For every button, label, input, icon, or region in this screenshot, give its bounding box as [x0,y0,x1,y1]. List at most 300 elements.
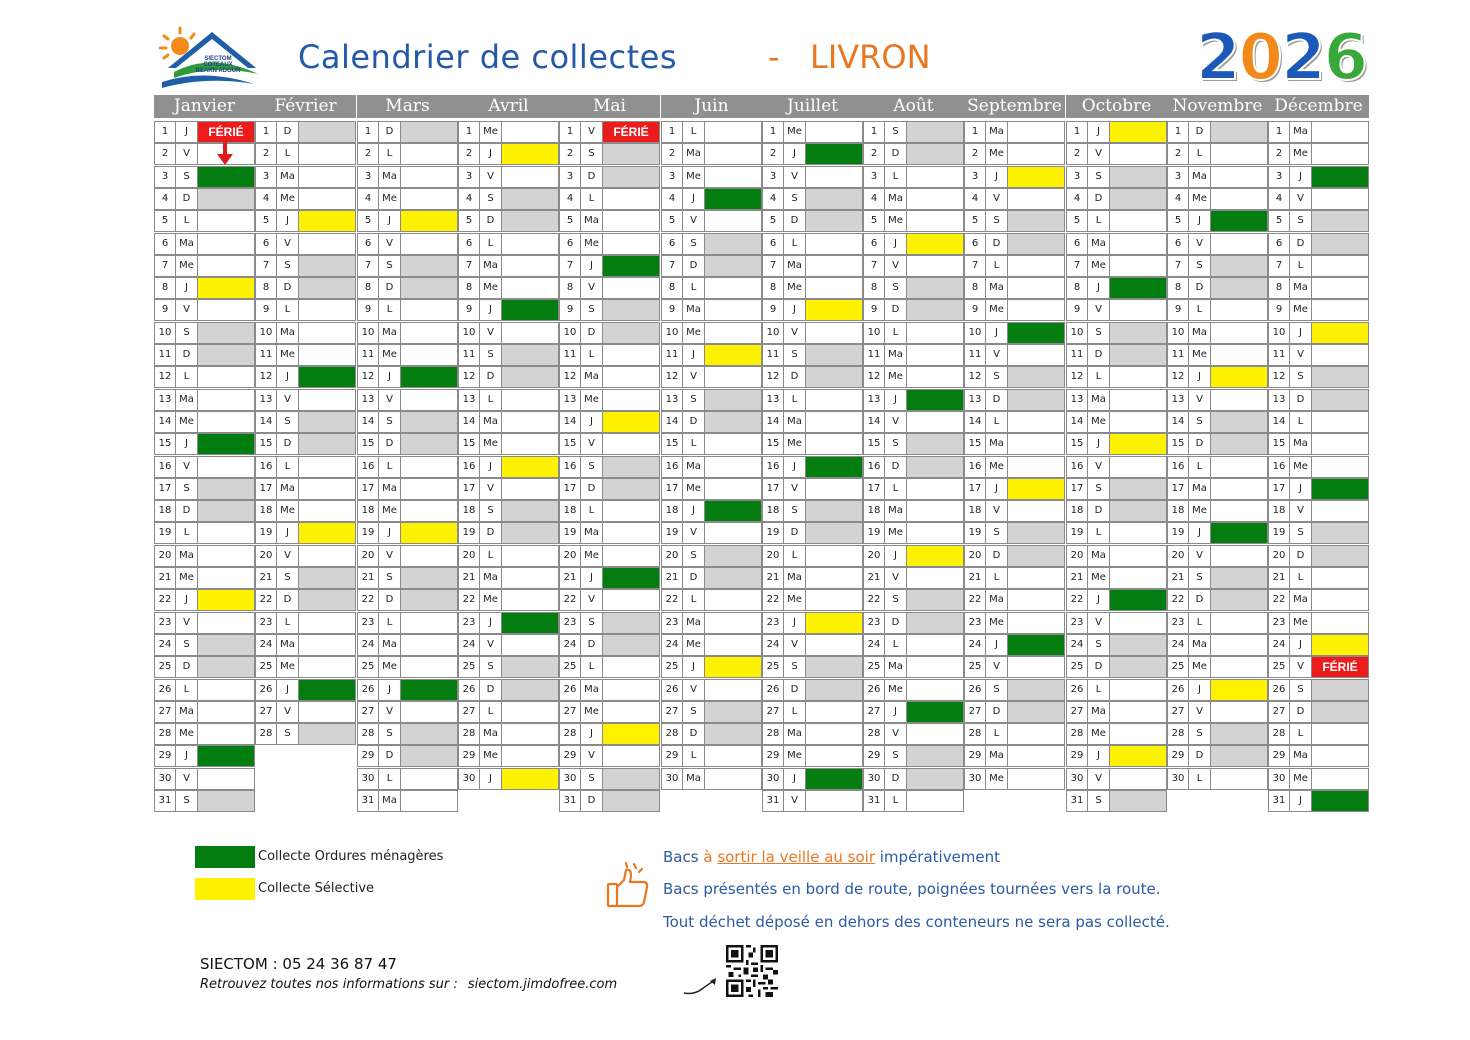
day-weekday: L [682,121,705,143]
day-row [762,478,863,500]
day-row [1167,143,1268,165]
day-row [1268,411,1369,433]
day-number: 14 [1268,411,1290,433]
day-row [1268,612,1369,634]
day-weekday: L [1188,456,1211,478]
day-row [863,322,964,344]
day-number: 29 [1268,745,1290,767]
day-weekday: Me [175,723,198,745]
day-number: 26 [1167,679,1189,701]
day-weekday: D [884,768,907,790]
day-number: 10 [1167,322,1189,344]
day-row [154,344,255,366]
day-slot [1109,411,1167,433]
day-number: 4 [762,188,784,210]
day-slot [400,612,458,634]
day-slot [1007,255,1065,277]
day-slot [805,790,863,812]
day-number: 5 [661,210,683,232]
day-number: 27 [1268,701,1290,723]
collecte-om-slot [1311,790,1369,812]
day-number: 28 [559,723,581,745]
day-slot [1109,522,1167,544]
weekend-slot [805,210,863,232]
day-weekday: Ma [276,322,299,344]
day-weekday: V [1188,545,1211,567]
collection-calendar [154,95,1370,817]
day-weekday: S [783,656,806,678]
day-number: 24 [255,634,277,656]
day-weekday: Me [783,277,806,299]
day-row [964,723,1065,745]
day-row [357,411,458,433]
day-row [255,634,356,656]
day-row [255,166,356,188]
day-number: 30 [1066,768,1088,790]
day-number: 2 [154,143,176,165]
day-weekday: Ma [1087,389,1110,411]
day-number: 27 [863,701,885,723]
day-row [458,679,559,701]
day-weekday: S [276,567,299,589]
day-number: 8 [255,277,277,299]
day-slot [1210,500,1268,522]
day-number: 15 [863,433,885,455]
day-row [458,166,559,188]
day-slot [501,478,559,500]
day-number: 15 [458,433,480,455]
day-number: 26 [1268,679,1290,701]
day-number: 30 [357,768,379,790]
day-number: 15 [1066,433,1088,455]
day-row [255,723,356,745]
day-row [964,433,1065,455]
day-row [863,723,964,745]
ferie-badge: FÉRIÉ [1311,656,1369,678]
day-number: 31 [154,790,176,812]
day-weekday: V [175,612,198,634]
day-row [1167,210,1268,232]
day-weekday: Me [783,121,806,143]
weekend-slot [1007,545,1065,567]
day-number: 10 [661,322,683,344]
day-row [1268,210,1369,232]
day-number: 26 [863,679,885,701]
collecte-om-slot [1007,634,1065,656]
day-number: 6 [154,233,176,255]
day-weekday: D [884,143,907,165]
collecte-selective-slot [1210,366,1268,388]
day-number: 26 [357,679,379,701]
day-weekday: J [682,500,705,522]
day-number: 17 [357,478,379,500]
day-slot [602,522,660,544]
day-row [255,656,356,678]
day-slot [602,745,660,767]
day-row [1268,701,1369,723]
day-weekday: D [783,679,806,701]
day-row [863,478,964,500]
day-row [1167,411,1268,433]
weekend-slot [602,143,660,165]
day-number: 8 [1167,277,1189,299]
day-number: 12 [964,366,986,388]
day-number: 15 [255,433,277,455]
day-weekday: Ma [479,411,502,433]
day-weekday: V [985,188,1008,210]
day-row [255,456,356,478]
day-number: 4 [154,188,176,210]
day-row [559,255,660,277]
day-row [661,745,762,767]
weekend-slot [298,589,356,611]
day-weekday: J [175,277,198,299]
day-weekday: D [580,634,603,656]
day-weekday: S [884,433,907,455]
day-weekday: S [682,701,705,723]
day-number: 29 [863,745,885,767]
day-weekday: Ma [1087,701,1110,723]
day-row [154,634,255,656]
day-weekday: L [682,589,705,611]
day-row [1066,589,1167,611]
day-weekday: J [479,768,502,790]
day-weekday: Ma [783,411,806,433]
day-weekday: J [175,589,198,611]
day-number: 31 [559,790,581,812]
weekend-slot [1210,567,1268,589]
day-weekday: J [479,612,502,634]
day-weekday: Me [1289,612,1312,634]
day-row [154,768,255,790]
day-slot [1109,768,1167,790]
collecte-selective-slot [1311,322,1369,344]
day-row [863,210,964,232]
day-number: 1 [357,121,379,143]
day-row [255,143,356,165]
day-number: 17 [1066,478,1088,500]
day-row [964,210,1065,232]
day-number: 18 [559,500,581,522]
day-number: 19 [559,522,581,544]
day-weekday: D [1188,589,1211,611]
month-header: Octobre [1066,95,1167,118]
day-slot [1007,344,1065,366]
day-weekday: D [175,656,198,678]
day-slot [197,456,255,478]
day-weekday: V [378,389,401,411]
weekend-slot [501,656,559,678]
day-number: 28 [863,723,885,745]
day-number: 11 [255,344,277,366]
day-row [863,456,964,478]
day-number: 27 [255,701,277,723]
day-row [255,344,356,366]
day-number: 16 [762,456,784,478]
day-number: 20 [458,545,480,567]
day-number: 9 [964,299,986,321]
day-number: 8 [964,277,986,299]
day-weekday: S [985,679,1008,701]
day-row [1167,634,1268,656]
day-row [154,277,255,299]
day-slot [197,299,255,321]
qr-code-icon[interactable] [726,945,778,997]
day-slot [197,679,255,701]
day-weekday: D [1087,500,1110,522]
day-slot [704,166,762,188]
day-weekday: V [580,433,603,455]
collecte-selective-slot [1109,121,1167,143]
day-number: 3 [255,166,277,188]
day-weekday: L [1188,143,1211,165]
day-row [357,745,458,767]
day-weekday: D [1289,545,1312,567]
collecte-om-slot [501,612,559,634]
day-slot [1109,299,1167,321]
day-number: 1 [762,121,784,143]
day-row [1268,433,1369,455]
day-weekday: V [479,322,502,344]
day-number: 2 [458,143,480,165]
day-row [863,143,964,165]
day-weekday: L [175,679,198,701]
day-row [762,634,863,656]
day-weekday: Me [884,679,907,701]
day-number: 29 [1167,745,1189,767]
day-weekday: D [479,522,502,544]
day-slot [906,166,964,188]
day-weekday: L [884,790,907,812]
day-row [255,567,356,589]
day-number: 28 [1167,723,1189,745]
day-number: 19 [255,522,277,544]
day-weekday: Ma [985,277,1008,299]
note-line-2: Bacs présentés en bord de route, poignées tournées vers la route. [663,880,1161,898]
day-weekday: D [985,233,1008,255]
day-weekday: J [175,433,198,455]
day-number: 4 [1167,188,1189,210]
weekend-slot [197,322,255,344]
day-number: 5 [1066,210,1088,232]
day-number: 1 [559,121,581,143]
day-number: 1 [964,121,986,143]
weekend-slot [906,299,964,321]
day-number: 10 [964,322,986,344]
weekend-slot [1007,522,1065,544]
month-header: Juin [661,95,762,118]
day-row [255,366,356,388]
weekend-slot [1311,522,1369,544]
collecte-selective-slot [906,545,964,567]
collecte-selective-slot [501,143,559,165]
info-url[interactable]: siectom.jimdofree.com [467,977,618,992]
day-row [559,745,660,767]
collecte-om-slot [1311,478,1369,500]
day-slot [1109,679,1167,701]
day-number: 29 [559,745,581,767]
day-weekday: V [682,679,705,701]
day-row [1066,121,1167,143]
day-number: 28 [1268,723,1290,745]
day-row [458,143,559,165]
day-weekday: Ma [580,210,603,232]
day-weekday: Me [479,589,502,611]
day-weekday: S [1087,790,1110,812]
weekend-slot [400,589,458,611]
day-number: 2 [964,143,986,165]
day-row [1167,433,1268,455]
day-weekday: L [783,545,806,567]
day-row [1268,567,1369,589]
day-number: 25 [1268,656,1290,678]
day-weekday: S [1188,567,1211,589]
day-weekday: V [1289,344,1312,366]
day-weekday: L [1289,411,1312,433]
weekend-slot [805,500,863,522]
day-weekday: S [1087,478,1110,500]
day-slot [400,389,458,411]
day-row [357,433,458,455]
day-row [964,366,1065,388]
day-number: 21 [458,567,480,589]
day-weekday: J [682,188,705,210]
weekend-slot [1210,723,1268,745]
day-weekday: L [580,188,603,210]
curved-arrow-icon [680,975,720,997]
day-weekday: V [1087,143,1110,165]
day-number: 20 [661,545,683,567]
weekend-slot [298,121,356,143]
day-row [1066,456,1167,478]
day-row [661,143,762,165]
day-row [1167,121,1268,143]
day-number: 13 [1066,389,1088,411]
day-slot [805,411,863,433]
day-weekday: S [175,166,198,188]
day-weekday: J [276,522,299,544]
weekend-slot [501,344,559,366]
day-weekday: S [783,188,806,210]
day-number: 17 [1167,478,1189,500]
day-row [559,723,660,745]
day-number: 18 [1066,500,1088,522]
day-number: 5 [964,210,986,232]
day-weekday: L [378,299,401,321]
day-row [1066,344,1167,366]
collecte-selective-slot [1007,166,1065,188]
day-row [661,589,762,611]
day-row [863,790,964,812]
day-slot [400,545,458,567]
day-weekday: Ma [479,567,502,589]
day-row [458,456,559,478]
day-weekday: V [175,143,198,165]
day-slot [197,366,255,388]
day-row [1066,656,1167,678]
weekend-slot [298,411,356,433]
day-slot [1311,188,1369,210]
day-weekday: V [175,456,198,478]
day-slot [805,389,863,411]
day-number: 14 [762,411,784,433]
day-row [762,389,863,411]
day-slot [400,478,458,500]
weekend-slot [298,723,356,745]
day-slot [906,723,964,745]
day-number: 25 [1167,656,1189,678]
day-row [458,255,559,277]
day-number: 31 [863,790,885,812]
day-weekday: L [884,478,907,500]
day-slot [805,634,863,656]
day-slot [400,299,458,321]
day-number: 27 [762,701,784,723]
day-number: 4 [458,188,480,210]
day-weekday: J [682,656,705,678]
day-row [863,701,964,723]
day-row [1066,389,1167,411]
day-row [762,255,863,277]
weekend-slot [1210,121,1268,143]
day-slot [1210,612,1268,634]
day-slot [501,389,559,411]
day-number: 4 [863,188,885,210]
day-row [1167,389,1268,411]
weekend-slot [805,344,863,366]
day-number: 30 [661,768,683,790]
day-slot [1109,233,1167,255]
day-slot [197,768,255,790]
day-slot [805,322,863,344]
day-number: 6 [964,233,986,255]
day-number: 30 [762,768,784,790]
day-slot [704,745,762,767]
day-row [1066,210,1167,232]
day-row [1167,567,1268,589]
day-weekday: S [1289,210,1312,232]
day-number: 2 [255,143,277,165]
day-slot [400,656,458,678]
day-row [1066,166,1167,188]
day-weekday: J [580,255,603,277]
day-row [458,656,559,678]
day-row [255,188,356,210]
day-number: 18 [1167,500,1189,522]
weekend-slot [805,656,863,678]
day-number: 29 [1066,745,1088,767]
day-number: 19 [1167,522,1189,544]
day-number: 14 [1066,411,1088,433]
day-slot [1311,277,1369,299]
day-row [357,299,458,321]
day-weekday: L [1087,522,1110,544]
day-number: 17 [1268,478,1290,500]
day-number: 16 [255,456,277,478]
day-number: 30 [154,768,176,790]
weekend-slot [602,790,660,812]
day-number: 24 [1066,634,1088,656]
day-weekday: J [1087,121,1110,143]
day-row [458,612,559,634]
day-weekday: Ma [1289,433,1312,455]
day-number: 20 [1268,545,1290,567]
weekend-slot [1210,745,1268,767]
collecte-om-slot [197,433,255,455]
day-weekday: L [479,233,502,255]
day-weekday: S [276,411,299,433]
day-weekday: Me [682,634,705,656]
